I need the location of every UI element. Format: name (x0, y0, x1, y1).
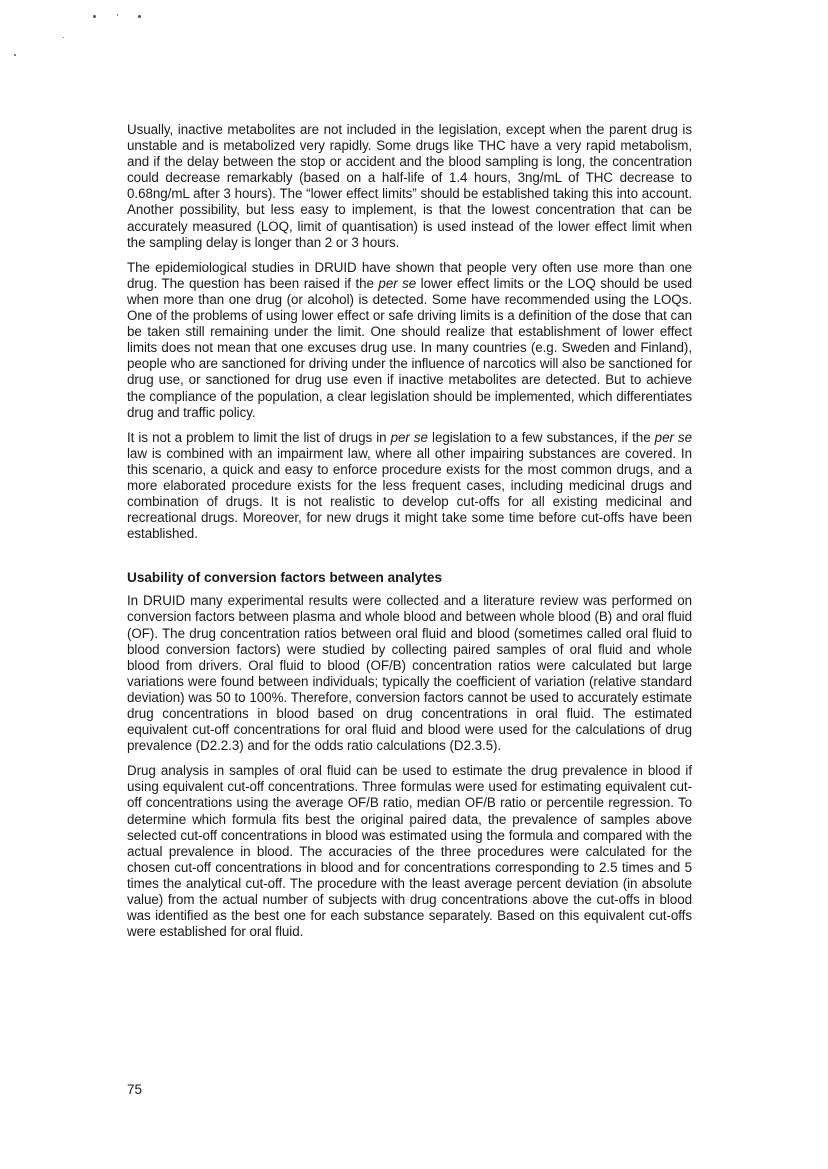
paragraph (127, 593, 692, 754)
section-heading: Usability of conversion factors between analytes (127, 570, 443, 586)
scan-speck (14, 54, 16, 56)
scan-speck (117, 14, 118, 16)
section-limits (127, 122, 692, 542)
paragraph (127, 122, 692, 251)
paragraph (127, 260, 692, 421)
paragraph-text: Drug analysis in samples of oral fluid can be used to estimate the drug prevalence in blood if using equivalent cut-off concentrations. Three formulas were used for estimating equivalent cut-off concentrations using the average OF/B ratio, median OF/B ratio or percentile regression. To determine which formula fits best the original paired data, the prevalence of samples above selected cut-off concentrations in blood was estimated using the formula and compared with the actual prevalence in blood. The accuracies of the three procedures were calculated for the chosen cut-off concentrations in blood and for concentrations corresponding to 2.5 times and 5 times the analytical cut-off. The procedure with the least average percent deviation (in absolute value) from the actual number of subjects with drug concentrations above the cut-offs in blood was identified as the best one for each substance separately. Based on this equivalent cut-offs were established for oral fluid. (127, 763, 692, 940)
italic-term: per se (654, 429, 692, 445)
italic-term: per se (390, 429, 428, 445)
scan-speck (93, 15, 96, 18)
paragraph-text: It is not a problem to limit the list of drugs in (127, 429, 391, 445)
section-conversion-factors (127, 593, 692, 940)
paragraph (127, 430, 692, 543)
document-body (127, 122, 692, 949)
paragraph (127, 763, 692, 940)
page-number: 75 (127, 1082, 143, 1097)
paragraph-text: Usually, inactive metabolites are not included in the legislation, except when the parent drug is unstable and is metabolized very rapidly. Some drugs like THC have a very rapid metabolism, and if the delay between the stop or accident and the blood sampling is long, the concentration could decrease remarkably (based on a half-life of 1.4 hours, 3ng/mL of THC decrease to 0.68ng/mL after 3 hours). The “lower effect limits” should be established taking this into account. Another possibility, but less easy to implement, is that the lowest concentration that can be accurately measured (LOQ, limit of quantisation) is used instead of the lower effect limit when the sampling delay is longer than 2 or 3 hours. (127, 122, 692, 250)
paragraph-text: legislation to a few substances, if the (427, 429, 655, 445)
paragraph-text: The epidemiological studies in DRUID have shown that people very often use more than one drug. The question has been raised if the (127, 259, 692, 291)
paragraph-text: lower effect limits or the LOQ should be used when more than one drug (or alcohol) is detected. Some have recommended using the LOQs. One of the problems of using lower effect or safe driving limits is a definition of the dose that can be taken still remaining under the limit. One should realize that establishment of lower effect limits does not mean that one excuses drug use. In many countries (e.g. Sweden and Finland), people who are sanctioned for driving under the influence of narcotics will also be sanctioned for drug use, or sanctioned for drug use even if inactive metabolites are detected. But to achieve the compliance of the population, a clear legislation should be implemented, which differentiates drug and traffic policy. (127, 275, 692, 420)
scan-speck (63, 37, 64, 38)
scan-speck (138, 15, 141, 18)
paragraph-text: law is combined with an impairment law, where all other impairing substances are covered. In this scenario, a quick and easy to enforce procedure exists for the most common drugs, and a more elaborated procedure exists for the less frequent cases, including medicinal drugs and combination of drugs. It is not realistic to develop cut-offs for all existing medicinal and recreational drugs. Moreover, for new drugs it might take some time before cut-offs have been established. (127, 445, 692, 542)
paragraph-text: In DRUID many experimental results were collected and a literature review was performed on conversion factors between plasma and whole blood and between whole blood (B) and oral fluid (OF). The drug concentration ratios between oral fluid and blood (sometimes called oral fluid to blood conversion factors) were studied by collecting paired samples of oral fluid and whole blood from drivers. Oral fluid to blood (OF/B) concentration ratios were calculated but large variations were found between individuals; typically the coefficient of variation (relative standard deviation) was 50 to 100%. Therefore, conversion factors cannot be used to accurately estimate drug concentrations in blood based on drug concentrations in oral fluid. The estimated equivalent cut-off concentrations for oral fluid and blood were used for the calculations of drug prevalence (D2.2.3) and for the odds ratio calculations (D2.3.5). (127, 593, 692, 754)
italic-term: per se (378, 275, 417, 291)
